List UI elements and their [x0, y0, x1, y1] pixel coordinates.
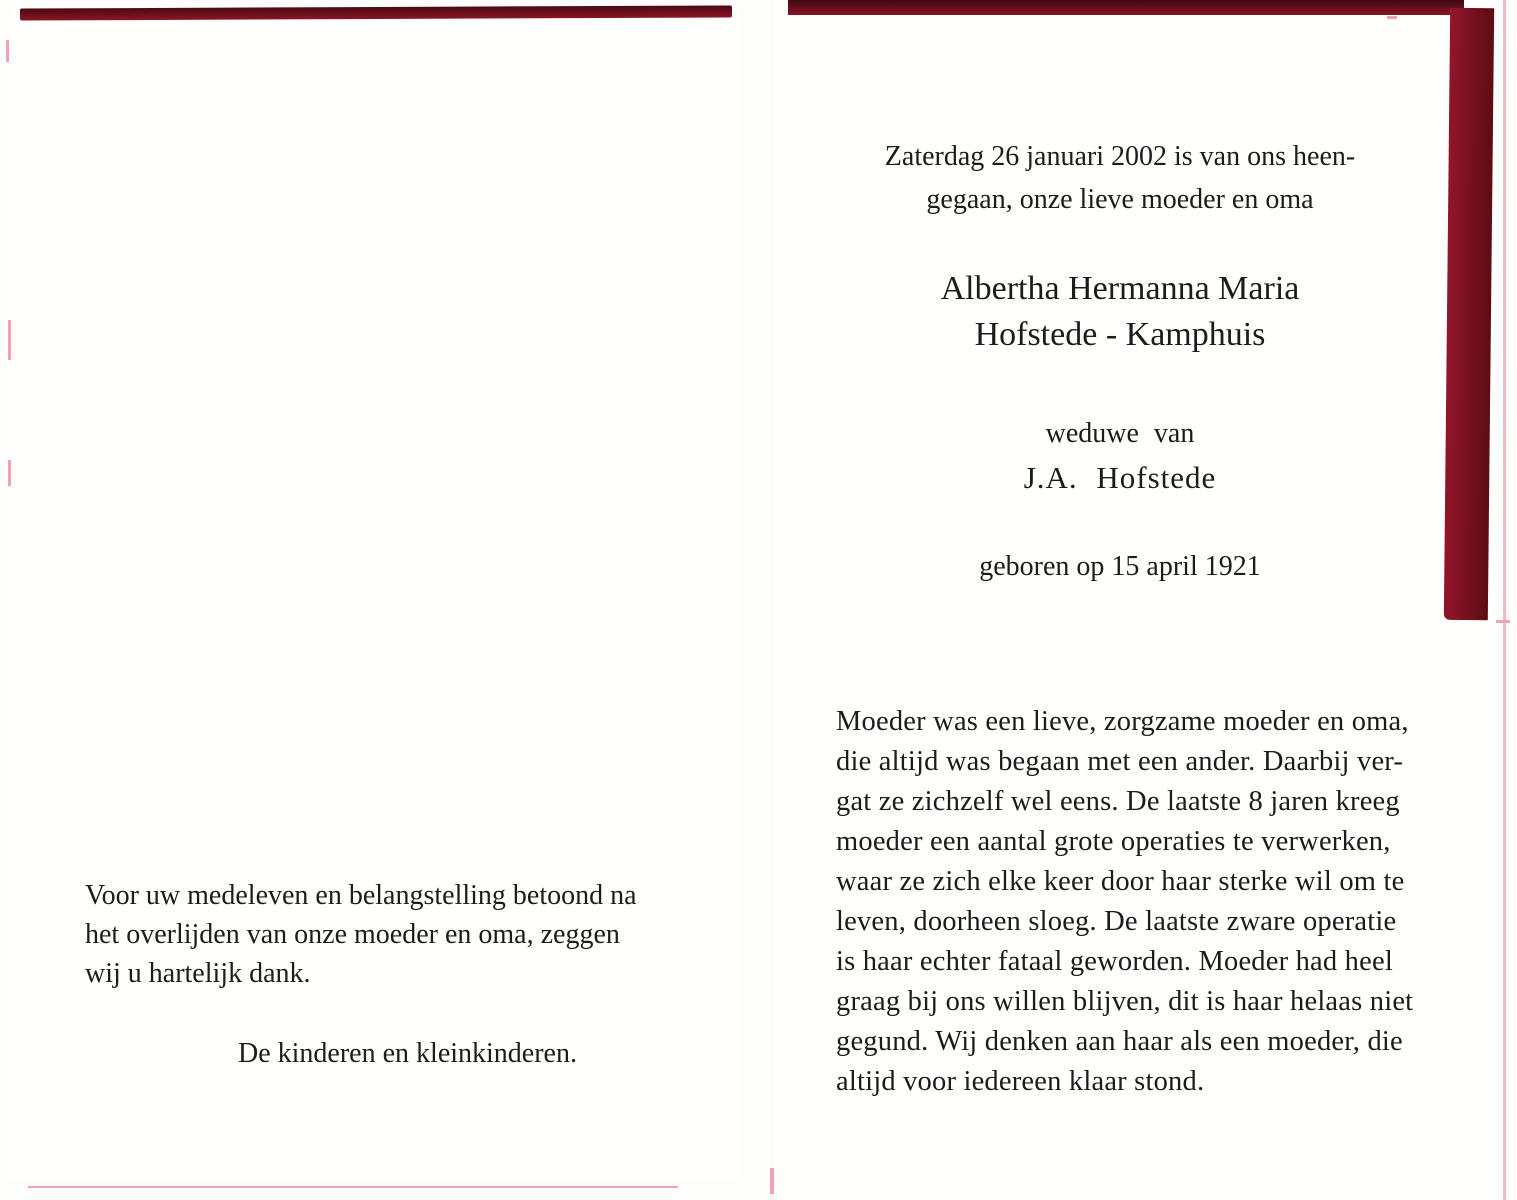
body-line: leven, doorheen sloeg. De laatste zware operatie — [836, 906, 1397, 937]
scan-artifact-tick — [770, 1168, 774, 1194]
card-edge-top-right — [788, 0, 1464, 15]
body-line: Moeder was een lieve, zorgzame moeder en oma, — [836, 706, 1409, 737]
scan-artifact-tick — [1387, 16, 1397, 19]
acknowledgement-line: het overlijden van onze moeder en oma, zeggen — [85, 919, 620, 950]
scan-artifact-left-dash — [8, 320, 11, 360]
body-line: gat ze zichzelf wel eens. De laatste 8 jaren kreeg — [836, 786, 1400, 817]
body-line: waar ze zich elke keer door haar sterke wil om te — [836, 866, 1405, 897]
deceased-name-line: Hofstede - Kamphuis — [974, 316, 1266, 353]
scan-artifact-tick — [1496, 620, 1510, 623]
scan-artifact-left-dash — [6, 40, 9, 62]
acknowledgement-line: wij u hartelijk dank. — [85, 958, 311, 989]
card-edge-right-strip — [1444, 8, 1494, 620]
scan-artifact-bottom-line — [28, 1186, 678, 1188]
intro-line: Zaterdag 26 januari 2002 is van ons heen- — [884, 141, 1356, 172]
body-line: moeder een aantal grote operaties te verwerken, — [836, 826, 1391, 857]
body-line: die altijd was begaan met een ander. Daarbij ver- — [836, 746, 1404, 777]
body-line: altijd voor iedereen klaar stond. — [836, 1066, 1205, 1097]
deceased-name-line: Albertha Hermanna Maria — [940, 270, 1300, 307]
scan-artifact-left-dash — [8, 460, 11, 486]
scan-artifact-right-line — [1503, 0, 1506, 1200]
body-line: gegund. Wij denken aan haar als een moeder, die — [836, 1026, 1403, 1057]
body-line: graag bij ons willen blijven, dit is haar helaas niet — [836, 986, 1414, 1017]
body-line: is haar echter fataal geworden. Moeder had heel — [836, 946, 1393, 977]
acknowledgement-line: Voor uw medeleven en belangstelling betoond na — [85, 880, 637, 911]
left-page-sheet — [10, 10, 740, 1180]
birth-date-line: geboren op 15 april 1921 — [979, 551, 1261, 582]
widow-of-name: J.A. Hofstede — [1023, 460, 1217, 495]
widow-label: weduwe van — [1045, 418, 1195, 449]
signature-line: De kinderen en kleinkinderen. — [238, 1038, 577, 1069]
intro-line: gegaan, onze lieve moeder en oma — [926, 184, 1314, 215]
